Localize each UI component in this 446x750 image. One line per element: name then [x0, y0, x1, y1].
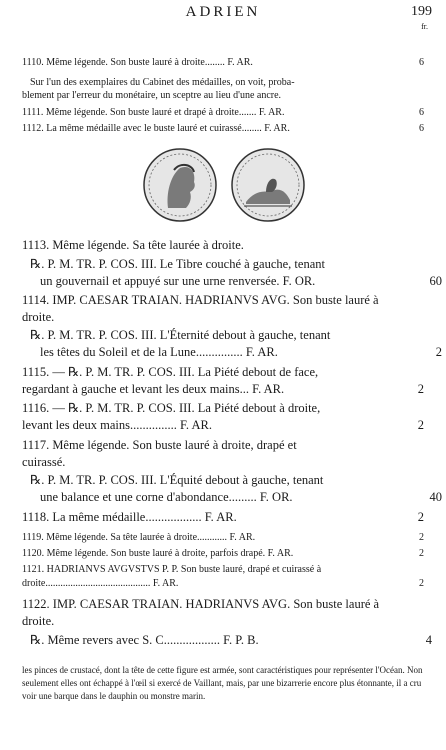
- entry-text: 1120. Même légende. Son buste lauré à droite, parfois drapé. F. AR.: [22, 548, 294, 559]
- reverse-description: [40, 344, 442, 360]
- entry-text: 1115. — ℞. P. M. TR. P. COS. III. La Piété debout de face,: [22, 365, 319, 379]
- entry-text: ℞. Même revers avec S. C.................. F. P. B.: [30, 633, 259, 647]
- entry-text: 1117. Même légende. Son buste lauré à droite, drapé et: [22, 438, 297, 452]
- entry-value: 40: [429, 490, 442, 504]
- entry-text: ℞. P. M. TR. P. COS. III. L'Équité debout à gauche, tenant: [30, 473, 324, 487]
- page-title: ADRIEN: [185, 4, 261, 20]
- note-line: [30, 76, 432, 90]
- catalog-entry-1121: [22, 563, 424, 577]
- page-number: 199: [411, 4, 432, 19]
- entry-text: droite.......................................... F. AR.: [22, 578, 179, 589]
- entry-continuation: [22, 577, 424, 591]
- entry-value: 2: [419, 578, 424, 589]
- entry-text: un gouvernail et appuyé sur une urne renversée. F. OR.: [40, 274, 316, 288]
- reverse-description: [40, 489, 442, 505]
- entry-text: Sur l'un des exemplaires du Cabinet des médailles, on voit, proba-: [30, 77, 295, 88]
- entry-text: 1112. La même médaille avec le buste lauré et cuirassé........ F. AR.: [22, 123, 290, 134]
- entry-value: 6: [419, 123, 424, 134]
- entry-text: 1116. — ℞. P. M. TR. P. COS. III. La Piété debout à droite,: [22, 401, 321, 415]
- coin-illustration: [140, 146, 310, 224]
- entry-text: levant les deux mains............... F. AR.: [22, 418, 212, 432]
- entry-value: 4: [425, 633, 432, 647]
- reverse-description: [30, 632, 432, 648]
- entry-value: 6: [419, 107, 424, 118]
- entry-value: 2: [417, 510, 424, 524]
- entry-value: 6: [419, 57, 424, 68]
- entry-text: droite.: [22, 310, 55, 324]
- entry-text: blement par l'erreur du monétaire, un sceptre au lieu d'une ancre.: [22, 90, 282, 101]
- reverse-description: [30, 256, 432, 272]
- entry-text: ℞. P. M. TR. P. COS. III. L'Éternité debout à gauche, tenant: [30, 328, 331, 342]
- entry-text: 1122. IMP. CAESAR TRAIAN. HADRIANVS AVG. Son buste lauré à: [22, 597, 380, 611]
- entry-text: une balance et une corne d'abondance......... F. OR.: [40, 490, 293, 504]
- entry-text: 1111. Même légende. Son buste lauré et drapé à droite....... F. AR.: [22, 107, 285, 118]
- footnote: les pinces de crustacé, dont la tête de cette figure est armée, sont caractéristiques pour représenter l'Océan. Non seulement elles ont échappé à l'œil si exercé de Vaillant, mais, par une bizarrerie encore plus étonnante, il a cru voir une barque dans le dauphin ou monstre marin.: [22, 665, 423, 701]
- entry-text: 1121. HADRIANVS AVGVSTVS P. P. Son buste lauré, drapé et cuirassé à: [22, 564, 322, 575]
- entry-value: 2: [419, 548, 424, 559]
- entry-continuation: [22, 454, 424, 470]
- entry-text: ℞. P. M. TR. P. COS. III. Le Tibre couché à gauche, tenant: [30, 257, 325, 271]
- entry-value: 2: [417, 418, 424, 432]
- note-line: [22, 89, 424, 103]
- entry-value: 2: [419, 532, 424, 543]
- coin-reverse-image: [232, 149, 304, 221]
- entry-text: les têtes du Soleil et de la Lune............... F. AR.: [40, 345, 278, 359]
- entry-text: droite.: [22, 614, 55, 628]
- entry-continuation: [22, 613, 424, 629]
- catalog-entry-1119: [22, 531, 424, 545]
- catalog-entry-1118: [22, 509, 424, 525]
- reverse-description: [40, 273, 442, 289]
- entry-text: 1113. Même légende. Sa tête laurée à droite.: [22, 238, 244, 252]
- catalog-entry-1120: [22, 547, 424, 561]
- catalog-entry-1110: [22, 56, 424, 70]
- reverse-description: [30, 472, 432, 488]
- entry-text: 1110. Même légende. Son buste lauré à droite........ F. AR.: [22, 57, 253, 68]
- entry-continuation: [22, 417, 424, 433]
- entry-value: 2: [435, 345, 442, 359]
- catalog-entry-1122: [22, 596, 424, 612]
- entry-continuation: [22, 381, 424, 397]
- catalog-entry-1111: [22, 106, 424, 120]
- catalog-entry-1115: [22, 364, 424, 380]
- catalog-entry-1113: [22, 237, 424, 253]
- entry-text: 1114. IMP. CAESAR TRAIAN. HADRIANVS AVG. Son buste lauré à: [22, 293, 379, 307]
- entry-text: 1119. Même légende. Sa tête laurée à droite............ F. AR.: [22, 532, 256, 543]
- catalog-entry-1117: [22, 437, 424, 453]
- currency-unit: fr.: [421, 22, 428, 31]
- catalog-entry-1112: [22, 122, 424, 136]
- entry-text: regardant à gauche et levant les deux mains... F. AR.: [22, 382, 285, 396]
- catalog-entry-1116: [22, 400, 424, 416]
- entry-value: 2: [417, 382, 424, 396]
- catalog-entry-1114: [22, 292, 424, 308]
- coin-obverse-image: [144, 149, 216, 221]
- entry-continuation: [22, 309, 424, 325]
- entry-text: 1118. La même médaille.................. F. AR.: [22, 510, 237, 524]
- reverse-description: [30, 327, 432, 343]
- entry-text: cuirassé.: [22, 455, 66, 469]
- entry-value: 60: [429, 274, 442, 288]
